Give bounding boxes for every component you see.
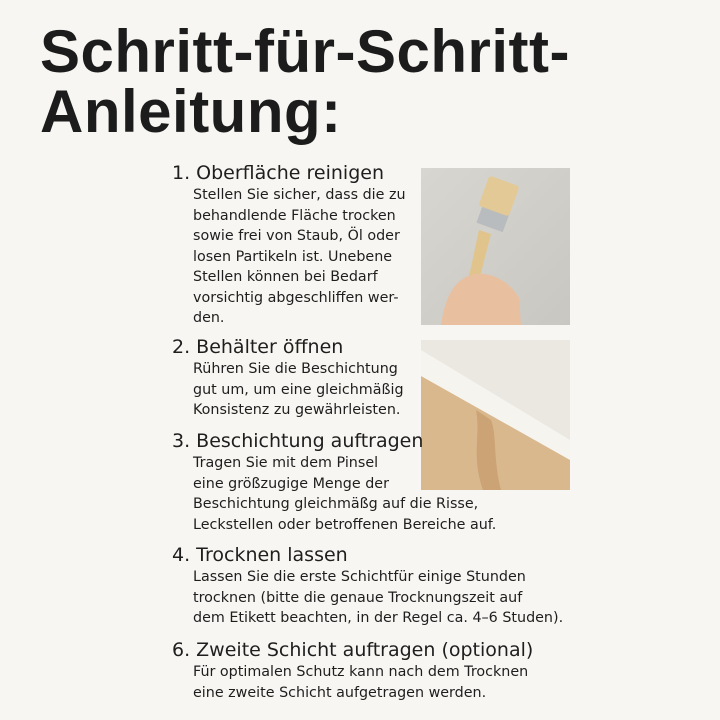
step-3 <box>172 429 496 535</box>
step-body <box>193 567 563 629</box>
title-line: Anleitung: <box>40 78 342 145</box>
step-heading: 2. Behälter öffnen <box>172 336 344 358</box>
page-title <box>40 18 570 145</box>
body-line: vorsichtig abgeschliffen wer- <box>193 289 399 306</box>
body-line: eine größzugige Menge der <box>193 475 389 492</box>
step-2 <box>172 335 404 421</box>
body-line: Rühren Sie die Beschichtung <box>193 361 398 377</box>
step-heading: 6. Zweite Schicht auftragen (optional) <box>172 639 534 661</box>
body-line: behandlende Fläche trocken <box>193 207 396 224</box>
body-line: gut um, um eine gleichmäßig <box>193 381 404 398</box>
step-body <box>193 185 406 329</box>
body-line: Beschichtung gleichmäßg auf die Risse, <box>193 496 479 512</box>
step-6 <box>172 638 533 703</box>
step-4 <box>172 543 563 629</box>
body-line: Tragen Sie mit dem Pinsel <box>193 455 379 471</box>
title-line: Schritt-für-Schritt- <box>40 18 570 85</box>
body-line: Konsistenz zu gewährleisten. <box>193 402 401 418</box>
body-line: losen Partikeln ist. Unebene <box>193 248 393 265</box>
body-line: sowie frei von Staub, Öl oder <box>193 228 400 244</box>
body-line: eine zweite Schicht aufgetragen werden. <box>193 684 487 701</box>
step-heading: 4. Trocknen lassen <box>172 544 348 566</box>
body-line: dem Etikett beachten, in der Regel ca. 4–6 Studen). <box>193 610 564 626</box>
body-line: Stellen Sie sicher, dass die zu <box>193 187 406 203</box>
brush-on-wall-photo <box>421 168 570 325</box>
step-1 <box>172 161 406 329</box>
step-body <box>193 359 404 421</box>
body-line: trocknen (bitte die genaue Trocknungszeit auf <box>193 589 523 606</box>
step-heading: 3. Beschichtung auftragen <box>172 430 424 452</box>
body-line: den. <box>193 310 225 326</box>
body-line: Lassen Sie die erste Schichtfür einige Stunden <box>193 569 526 585</box>
step-heading: 1. Oberfläche reinigen <box>172 162 384 184</box>
step-body <box>193 453 496 535</box>
step-body <box>193 662 533 703</box>
body-line: Für optimalen Schutz kann nach dem Trocknen <box>193 664 529 680</box>
body-line: Leckstellen oder betroffenen Bereiche auf. <box>193 516 497 533</box>
body-line: Stellen können bei Bedarf <box>193 269 378 285</box>
